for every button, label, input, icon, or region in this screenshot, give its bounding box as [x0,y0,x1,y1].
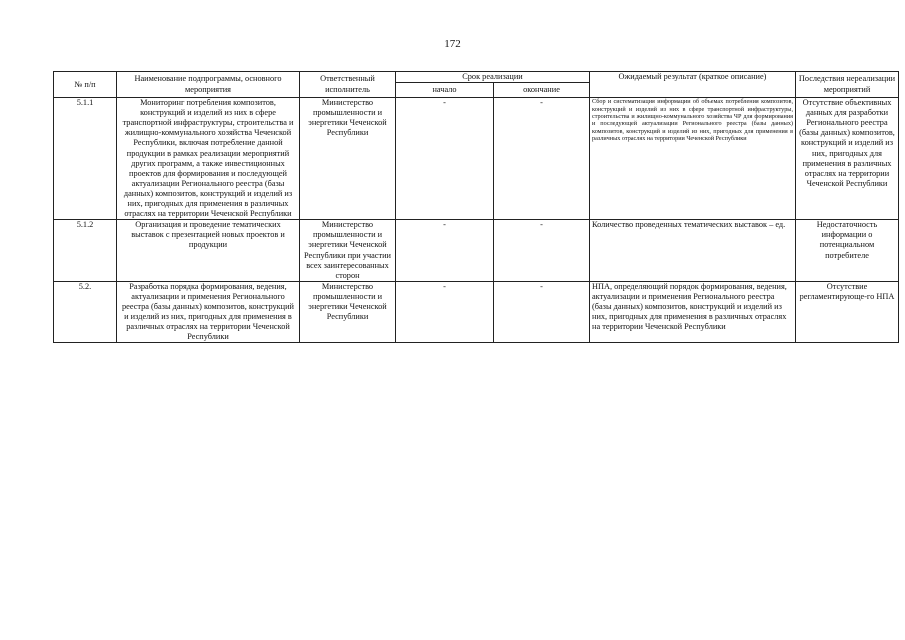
header-end: окончание [494,83,590,98]
row-start: - [396,98,494,220]
table-row [54,220,899,282]
row-result: Сбор и систематизация информации об объемах потребления композитов, конструкций и изделий из них в сфере транспортной инфраструктуры, строительства и жилищно-коммунального хозяйства ЧР для формирования и последующей актуализации Регионального реестра (базы данных) композитов, конструкций и изделий из них, пригодных для применения в различных отраслях на территории Чеченской Республики [590,98,796,220]
row-consequences: Отсутствие объективных данных для разработки Регионального реестра (базы данных) композитов, конструкций и изделий из них, пригодных для применения в различных отраслях на территории Чеченской Республики [796,98,899,220]
row-consequences: Отсутствие регламентирующе-го НПА [796,281,899,343]
header-start: начало [396,83,494,98]
row-result: НПА, определяющий порядок формирования, ведения, актуализации и применения Регионального реестра (базы данных) композитов, конструкций и изделий из них, пригодных для применения в различных отраслях на территории Чеченской Республики [590,281,796,343]
row-name: Мониторинг потребления композитов, конструкций и изделий из них в сфере транспортной инфраструктуры, строительства и жилищно-коммунального хозяйства Чеченской Республики, включая потребление данной продукции в рамках реализации мероприятий других программ, а также инвестиционных проектов для формирования и последующей актуализации Регионального реестра (базы данных) композитов, конструкций и изделий из них, пригодных для применения в различных отраслях на территории Чеченской Республики [117,98,300,220]
row-num: 5.1.2 [54,220,117,282]
header-period: Срок реализации [396,72,590,83]
row-consequences: Недостаточность информации о потенциальном потребителе [796,220,899,282]
header-name: Наименование подпрограммы, основного мероприятия [117,72,300,98]
row-num: 5.1.1 [54,98,117,220]
header-result: Ожидаемый результат (краткое описание) [590,72,796,98]
header-num: № п/п [54,72,117,98]
row-executor: Министерство промышленности и энергетики Чеченской Республики [300,98,396,220]
header-executor: Ответственный исполнитель [300,72,396,98]
page-number: 172 [444,38,461,50]
row-end: - [494,281,590,343]
measures-table [53,71,899,343]
row-executor: Министерство промышленности и энергетики Чеченской Республики при участии всех заинтересованных сторон [300,220,396,282]
row-num: 5.2. [54,281,117,343]
header-row [54,72,899,83]
table-row [54,98,899,220]
row-name: Организация и проведение тематических выставок с презентацией новых проектов и продукции [117,220,300,282]
row-end: - [494,98,590,220]
row-result: Количество проведенных тематических выставок – ед. [590,220,796,282]
header-consequences: Последствия нереализации мероприятий [796,72,899,98]
row-end: - [494,220,590,282]
row-name: Разработка порядка формирования, ведения, актуализации и применения Регионального реестра (базы данных) композитов, конструкций и изделий из них, пригодных для применения в различных отраслях на территории Чеченской Республики [117,281,300,343]
row-start: - [396,220,494,282]
row-executor: Министерство промышленности и энергетики Чеченской Республики [300,281,396,343]
table-row [54,281,899,343]
row-start: - [396,281,494,343]
